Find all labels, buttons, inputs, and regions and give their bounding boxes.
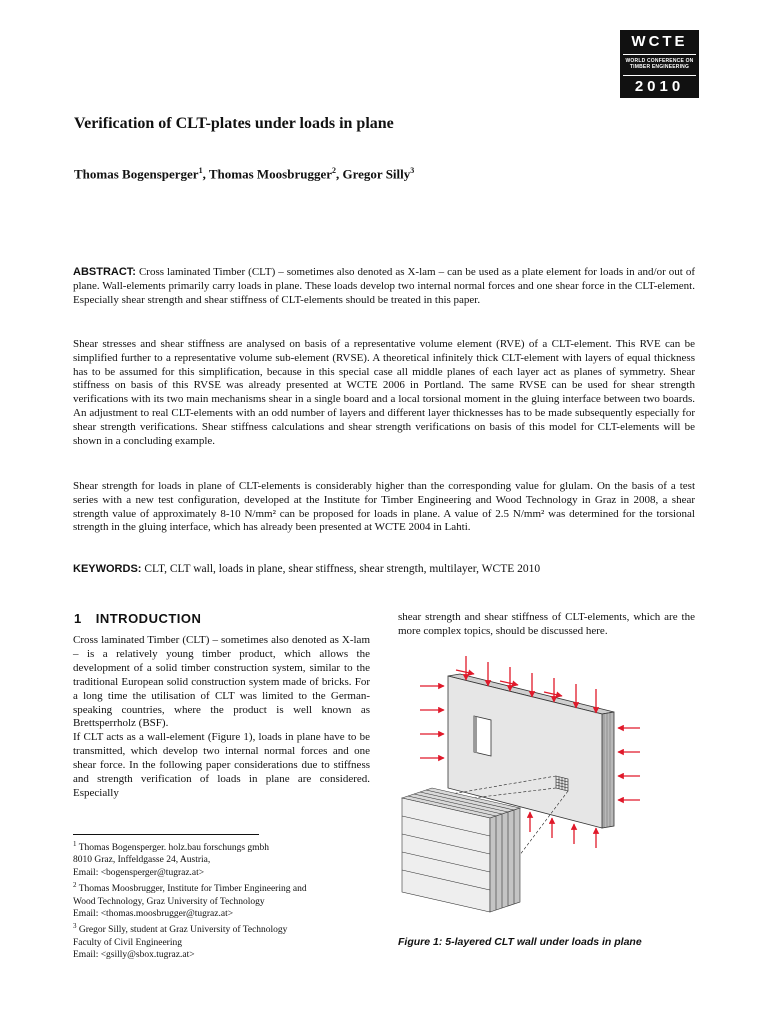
intro-column-left (73, 634, 370, 801)
author-affiliation-mark: 1 (198, 166, 203, 175)
author-name: Thomas Bogensperger (74, 166, 199, 182)
section-title: INTRODUCTION (95, 611, 202, 626)
author-affiliation-mark: 3 (410, 166, 415, 175)
footnote-line: Faculty of Civil Engineering (73, 937, 182, 948)
abstract-paragraph-3: Shear strength for loads in plane of CLT-elements is considerably higher than the corresponding value for glulam. On the basis of a test series with a new test configuration, developed at the Institute for Timber Engineering and Wood Technology in Graz in 2008, a shear strength value of approximately 8-10 N/mm² can be proposed for loads in plane. A value of 2.5 N/mm² was determined for the torsional strength in the gluing interface, which has already been presented at WCTE 2004 in Lahti. (73, 480, 695, 534)
abstract-label: ABSTRACT: (73, 266, 136, 278)
author-list: Thomas Bogensperger$^1$, Thomas Moosbrugger$^2$, Gregor Silly$^3$ (74, 166, 415, 182)
author-affiliation-mark: 2 (332, 166, 336, 175)
footnote-mark: 3 (73, 922, 77, 931)
footnote-text: Thomas Moosbrugger, Institute for Timber Engineering and (78, 884, 307, 895)
logo-divider-2 (623, 75, 696, 76)
footnotes (73, 838, 373, 961)
footnote-line (73, 838, 373, 854)
intro-paragraph-1: Cross laminated Timber (CLT) – sometimes also denoted as X-lam – is a relatively young timber product, which allows the development of a solid timber construction system, similar to the traditional European solid construction system made of bricks. For a long time the utilisation of CLT was limited to the German-speaking countries, where the product is well known as Brettsperrholz (BSF). (73, 634, 370, 730)
footnote-line (73, 920, 373, 936)
abstract-paragraph-1 (73, 266, 695, 307)
intro-paragraph-2: If CLT acts as a wall-element (Figure 1), loads in plane have to be transmitted, which develop two internal normal forces and one shear force. In the following paper considerations due to stiffness and strength verification of loads in plane are considered. Especially (73, 731, 370, 799)
footnote-text: Gregor Silly, student at Graz University of Technology (78, 925, 288, 936)
wcte-logo (620, 30, 699, 98)
logo-subtitle-line1: WORLD CONFERENCE ON (625, 58, 694, 64)
logo-subtitle-line2: TIMBER ENGINEERING (629, 64, 690, 70)
paper-title: Verification of CLT-plates under loads in plane (74, 115, 394, 132)
footnote-separator (73, 834, 259, 835)
footnote-line: Email: <bogensperger@tugraz.at> (73, 867, 205, 878)
keywords-text: CLT, CLT wall, loads in plane, shear stiffness, shear strength, multilayer, WCTE 2010 (144, 563, 541, 575)
footnote-mark: 2 (73, 881, 77, 890)
author-name: Thomas Moosbrugger (208, 166, 332, 182)
layered-element (402, 788, 520, 912)
footnote-line: Email: <gsilly@sbox.tugraz.at> (73, 949, 195, 960)
keywords (73, 563, 695, 577)
footnote-mark: 1 (73, 840, 77, 848)
section-heading (74, 611, 201, 626)
abstract-text: Cross laminated Timber (CLT) – sometimes also denoted as X-lam – can be used as a plate element for loads in and/or out of plane. Wall-elements primarily carry loads in plane. These loads develop two internal normal forces and one shear force in the CLT-element. Especially shear strength and shear stiffness of CLT-elements should be treated in this paper. (73, 266, 695, 306)
footnote-line: Wood Technology, Graz University of Technology (73, 896, 265, 907)
keywords-label: KEYWORDS: (73, 563, 142, 575)
logo-acronym: WCTE (631, 33, 688, 50)
logo-year: 2010 (634, 78, 685, 95)
abstract-paragraph-2: Shear stresses and shear stiffness are analysed on basis of a representative volume element (RVE) of a CLT-element. This RVE can be simplified further to a representative volume sub-element (RVSE). A theoretical infinitely thick CLT-element with layers of equal thickness has to be assumed for this simplification, because in this special case all middle planes of each layer act as planes of symmetry. Shear stiffness on basis of this RVSE was already presented at WCTE 2006 in Portland. The same RVSE can be used for shear strength verifications with its two main mechanisms shear in a single board and a local torsional moment in the gluing interface between two boards. An adjustment to real CLT-elements with an odd number of layers and different layer thicknesses has to be made subsequently especially for shear strength verifications. Shear stiffness calculations and shear strength verifications on basis of this model for CLT-elements will be shown in a concluding example. (73, 338, 695, 447)
author-name: Gregor Silly (342, 166, 411, 182)
section-number: 1 (74, 611, 82, 626)
footnote-line: Email: <thomas.moosbrugger@tugraz.at> (73, 908, 234, 919)
intro-column-right-text: shear strength and shear stiffness of CLT-elements, which are the more complex topics, should be discussed here. (398, 611, 695, 637)
footnote-line (73, 879, 373, 895)
clt-wall-figure (396, 648, 696, 946)
footnote-line: 8010 Graz, Inffeldgasse 24, Austria, (73, 855, 211, 866)
logo-subtitle (620, 58, 699, 70)
footnote-text: Thomas Bogensperger. holz.bau forschungs gmbh (78, 843, 270, 854)
logo-divider (623, 54, 696, 55)
load-arrow (456, 670, 474, 674)
figure-caption: Figure 1: 5-layered CLT wall under loads in plane (398, 936, 642, 948)
